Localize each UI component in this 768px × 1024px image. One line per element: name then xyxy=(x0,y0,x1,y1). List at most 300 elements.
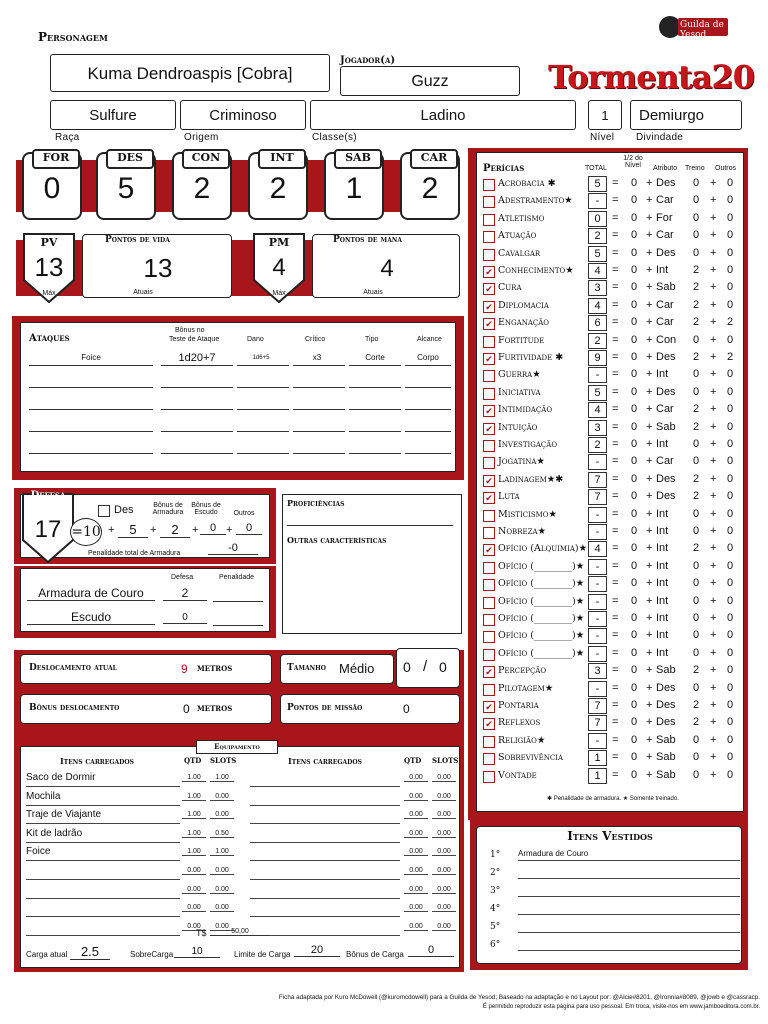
armor-item-defense[interactable]: 2 xyxy=(163,586,207,601)
equipment-item-name[interactable] xyxy=(26,884,180,899)
equipment-item-qty[interactable]: 0.00 xyxy=(404,904,428,912)
equipment-item-name[interactable]: Saco de Dormir xyxy=(26,772,180,787)
skill-total[interactable]: 7 xyxy=(588,715,607,731)
equipment-row[interactable] xyxy=(250,772,470,789)
skill-row[interactable] xyxy=(480,750,746,768)
skill-others[interactable]: 0 xyxy=(726,716,734,729)
skill-others[interactable]: 0 xyxy=(726,664,734,677)
skill-training[interactable]: 2 xyxy=(692,316,700,329)
des-checkbox[interactable] xyxy=(98,505,110,517)
armor-item-name[interactable]: Escudo xyxy=(27,610,155,625)
skill-others[interactable]: 0 xyxy=(726,594,734,607)
skill-training[interactable]: 2 xyxy=(692,298,700,311)
skill-training[interactable]: 0 xyxy=(692,194,700,207)
equipment-item-qty[interactable]: 0.00 xyxy=(182,886,206,894)
equipment-item-qty[interactable]: 0.00 xyxy=(182,904,206,912)
trained-checkbox[interactable] xyxy=(483,597,495,609)
skill-training[interactable]: 2 xyxy=(692,490,700,503)
skill-training[interactable]: 0 xyxy=(692,612,700,624)
skill-total[interactable]: 4 xyxy=(588,263,607,279)
skill-training[interactable]: 0 xyxy=(692,385,700,398)
equipment-row[interactable] xyxy=(250,828,470,845)
skill-others[interactable]: 0 xyxy=(726,733,734,746)
equipment-item-name[interactable]: Traje de Viajante xyxy=(26,809,180,824)
des-value[interactable]: 5 xyxy=(118,522,148,538)
skill-training[interactable]: 0 xyxy=(692,229,700,242)
equipment-row[interactable] xyxy=(26,902,250,919)
skill-row[interactable] xyxy=(480,489,746,507)
skill-training[interactable]: 0 xyxy=(692,455,700,468)
worn-slot-value[interactable] xyxy=(518,921,740,933)
skill-others[interactable]: 0 xyxy=(726,211,734,224)
mission-panel[interactable] xyxy=(280,694,460,724)
skill-row[interactable] xyxy=(480,228,746,246)
skill-others[interactable]: 0 xyxy=(726,385,734,398)
skill-total[interactable]: 4 xyxy=(588,541,607,557)
attribute-int[interactable] xyxy=(248,152,308,220)
trained-checkbox[interactable]: ✔ xyxy=(483,423,495,435)
equipment-item-name[interactable]: Mochila xyxy=(26,791,180,806)
skill-training[interactable]: 2 xyxy=(692,351,700,363)
skill-row[interactable] xyxy=(480,628,746,646)
size-mod-box[interactable] xyxy=(396,648,460,688)
skill-row[interactable] xyxy=(480,350,746,368)
trained-checkbox[interactable] xyxy=(483,214,495,226)
equipment-item-slots[interactable]: 0.00 xyxy=(432,848,456,856)
pv-current-panel[interactable] xyxy=(82,234,232,298)
skill-total[interactable]: 4 xyxy=(588,298,607,314)
equipment-item-slots[interactable]: 0.00 xyxy=(210,886,234,894)
trained-checkbox[interactable] xyxy=(483,649,495,661)
bonus-carga-value[interactable]: 0 xyxy=(408,944,454,957)
skill-training[interactable]: 2 xyxy=(692,716,700,729)
skill-row[interactable] xyxy=(480,333,746,351)
skill-training[interactable]: 0 xyxy=(692,211,700,224)
skill-total[interactable]: - xyxy=(588,454,607,470)
skill-row[interactable] xyxy=(480,768,746,786)
skill-total[interactable]: 1 xyxy=(588,750,607,766)
skill-training[interactable]: 2 xyxy=(692,281,700,294)
trained-checkbox[interactable] xyxy=(483,370,495,382)
equals-sign: = xyxy=(612,403,619,416)
skill-training[interactable]: 0 xyxy=(692,646,700,659)
skill-others[interactable]: 0 xyxy=(726,333,734,346)
worn-slot[interactable] xyxy=(490,902,736,918)
skill-training[interactable]: 0 xyxy=(692,438,700,450)
equipment-row[interactable] xyxy=(250,921,470,938)
equipment-item-name[interactable]: Kit de ladrão xyxy=(26,828,180,843)
equipment-row[interactable] xyxy=(26,828,250,845)
equipment-item-name[interactable] xyxy=(26,921,180,936)
skill-training[interactable]: 0 xyxy=(692,768,700,781)
size-panel[interactable] xyxy=(280,654,394,684)
skill-row[interactable] xyxy=(480,367,746,385)
skill-row[interactable] xyxy=(480,559,746,577)
worn-slot[interactable] xyxy=(490,866,736,882)
skill-row[interactable] xyxy=(480,611,746,629)
attribute-car[interactable] xyxy=(400,152,460,220)
limite-value[interactable]: 20 xyxy=(294,944,340,957)
equipment-item-qty[interactable]: 1.00 xyxy=(182,793,206,801)
skill-training[interactable]: 2 xyxy=(692,664,700,677)
skill-total[interactable]: - xyxy=(588,507,607,523)
trained-checkbox[interactable] xyxy=(483,510,495,522)
worn-slot[interactable] xyxy=(490,920,736,936)
equipment-row[interactable] xyxy=(250,865,470,882)
skill-total[interactable]: 7 xyxy=(588,698,607,714)
skill-training[interactable]: 2 xyxy=(692,699,700,711)
movement-bonus-panel[interactable] xyxy=(20,694,272,724)
skill-others[interactable]: 0 xyxy=(726,525,734,537)
equipment-item-slots[interactable]: 0.00 xyxy=(432,867,456,875)
equipment-item-name[interactable] xyxy=(26,865,180,880)
skill-row[interactable] xyxy=(480,698,746,716)
skill-others[interactable]: 0 xyxy=(726,420,734,433)
trained-checkbox[interactable] xyxy=(483,631,495,643)
trained-checkbox[interactable]: ✔ xyxy=(483,666,495,678)
equipment-item-qty[interactable]: 0.00 xyxy=(404,886,428,894)
skill-total[interactable]: - xyxy=(588,611,607,627)
equipment-item-qty[interactable]: 1.00 xyxy=(182,848,206,856)
skill-row[interactable] xyxy=(480,507,746,525)
skill-training[interactable]: 0 xyxy=(692,333,700,346)
trained-checkbox[interactable]: ✔ xyxy=(483,544,495,556)
skill-others[interactable]: 0 xyxy=(726,681,734,694)
equipment-item-name[interactable] xyxy=(250,828,400,843)
skill-total[interactable]: 9 xyxy=(588,350,607,366)
equipment-item-qty[interactable]: 0.00 xyxy=(182,867,206,875)
trained-checkbox[interactable] xyxy=(483,527,495,539)
trained-checkbox[interactable] xyxy=(483,388,495,400)
trained-checkbox[interactable]: ✔ xyxy=(483,405,495,417)
equipment-item-slots[interactable]: 0.00 xyxy=(432,886,456,894)
skill-total[interactable]: 0 xyxy=(588,211,607,227)
trained-checkbox[interactable] xyxy=(483,457,495,469)
skill-row[interactable] xyxy=(480,402,746,420)
skill-training[interactable]: 0 xyxy=(692,525,700,537)
equipment-item-name[interactable] xyxy=(250,791,400,806)
skill-total[interactable]: - xyxy=(588,628,607,644)
skill-row[interactable] xyxy=(480,646,746,664)
skill-training[interactable]: 0 xyxy=(692,577,700,590)
skill-row[interactable] xyxy=(480,263,746,281)
equipment-item-name[interactable] xyxy=(250,902,400,917)
skill-others[interactable]: 0 xyxy=(726,194,734,207)
equipment-item-slots[interactable]: 0.00 xyxy=(432,774,456,782)
skill-total[interactable]: 2 xyxy=(588,228,607,244)
equipment-item-qty[interactable]: 0.00 xyxy=(404,848,428,856)
race-field[interactable] xyxy=(50,100,176,130)
skill-total[interactable]: 3 xyxy=(588,663,607,679)
skill-others[interactable]: 0 xyxy=(726,559,734,572)
attribute-for[interactable] xyxy=(22,152,82,220)
skill-others[interactable]: 0 xyxy=(726,368,734,381)
skill-others[interactable]: 0 xyxy=(726,751,734,764)
armor-bonus-value[interactable]: 2 xyxy=(160,522,190,538)
skill-total[interactable]: - xyxy=(588,594,607,610)
skill-total[interactable]: - xyxy=(588,193,607,209)
trained-checkbox[interactable] xyxy=(483,614,495,626)
skill-total[interactable]: 3 xyxy=(588,280,607,296)
worn-slot-value[interactable] xyxy=(518,867,740,879)
skill-others[interactable]: 0 xyxy=(726,646,734,659)
skill-training[interactable]: 0 xyxy=(692,594,700,607)
trained-checkbox[interactable]: ✔ xyxy=(483,475,495,487)
equipment-item-name[interactable] xyxy=(250,846,400,861)
trained-checkbox[interactable] xyxy=(483,440,495,452)
level-field[interactable] xyxy=(588,100,622,130)
character-name-field[interactable] xyxy=(50,54,330,92)
equipment-item-slots[interactable]: 0.00 xyxy=(432,793,456,801)
trained-checkbox[interactable] xyxy=(483,196,495,208)
skill-total[interactable]: 5 xyxy=(588,385,607,401)
skill-total[interactable]: 6 xyxy=(588,315,607,331)
trained-checkbox[interactable]: ✔ xyxy=(483,718,495,730)
skill-total[interactable]: 1 xyxy=(588,768,607,784)
equipment-item-name[interactable] xyxy=(26,902,180,917)
skill-training[interactable]: 0 xyxy=(692,246,700,259)
equipment-row[interactable] xyxy=(250,809,470,826)
skill-row[interactable] xyxy=(480,385,746,403)
trained-checkbox[interactable] xyxy=(483,231,495,243)
equipment-item-qty[interactable]: 0.00 xyxy=(404,923,428,931)
equipment-item-qty[interactable]: 0.00 xyxy=(404,811,428,819)
skill-row[interactable] xyxy=(480,541,746,559)
skill-others[interactable]: 2 xyxy=(726,351,734,363)
sobrecarga-value[interactable]: 10 xyxy=(174,946,220,958)
equipment-row[interactable] xyxy=(26,884,250,901)
equipment-item-qty[interactable]: 0.00 xyxy=(404,830,428,838)
attribute-con[interactable] xyxy=(172,152,232,220)
skill-others[interactable]: 0 xyxy=(726,177,734,189)
armor-penalty-value[interactable]: -0 xyxy=(208,542,258,555)
trained-checkbox[interactable] xyxy=(483,736,495,748)
equipment-item-slots[interactable]: 0.00 xyxy=(432,923,456,931)
class-field[interactable] xyxy=(310,100,576,130)
equipment-item-qty[interactable]: 1.00 xyxy=(182,811,206,819)
skill-row[interactable] xyxy=(480,280,746,298)
attribute-sab[interactable] xyxy=(324,152,384,220)
skill-total[interactable]: - xyxy=(588,524,607,540)
skill-others[interactable]: 2 xyxy=(726,316,734,329)
attribute-des[interactable] xyxy=(96,152,156,220)
trained-checkbox[interactable] xyxy=(483,179,495,191)
skill-others[interactable]: 0 xyxy=(726,403,734,416)
worn-slot[interactable] xyxy=(490,938,736,954)
skill-total[interactable]: 3 xyxy=(588,420,607,436)
worn-slot-value[interactable] xyxy=(518,903,740,915)
equipment-item-qty[interactable]: 0.00 xyxy=(404,774,428,782)
worn-slot[interactable] xyxy=(490,884,736,900)
skill-training[interactable]: 2 xyxy=(692,472,700,485)
skill-total[interactable]: 4 xyxy=(588,402,607,418)
trained-checkbox[interactable] xyxy=(483,753,495,765)
equipment-item-slots[interactable]: 0.00 xyxy=(210,904,234,912)
equipment-item-name[interactable]: Foice xyxy=(26,846,180,861)
trained-checkbox[interactable]: ✔ xyxy=(483,492,495,504)
skill-row[interactable] xyxy=(480,715,746,733)
equipment-row[interactable] xyxy=(250,791,470,808)
skill-others[interactable]: 0 xyxy=(726,768,734,781)
equipment-item-slots[interactable]: 0.00 xyxy=(210,867,234,875)
skill-total[interactable]: 7 xyxy=(588,489,607,505)
equipment-item-slots[interactable]: 0.00 xyxy=(432,811,456,819)
skill-others[interactable]: 0 xyxy=(726,298,734,311)
movement-panel[interactable] xyxy=(20,654,272,684)
trained-checkbox[interactable]: ✔ xyxy=(483,701,495,713)
proficiencies-panel[interactable] xyxy=(282,494,462,634)
skill-total[interactable]: 7 xyxy=(588,472,607,488)
equipment-item-slots[interactable]: 0.00 xyxy=(210,811,234,819)
skill-training[interactable]: 0 xyxy=(692,733,700,746)
equipment-item-slots[interactable]: 1.00 xyxy=(210,774,234,782)
trained-checkbox[interactable]: ✔ xyxy=(483,283,495,295)
shield-bonus-value[interactable]: 0 xyxy=(200,522,226,535)
skill-row[interactable] xyxy=(480,193,746,211)
trained-checkbox[interactable]: ✔ xyxy=(483,353,495,365)
worn-slot-value[interactable]: Armadura de Couro xyxy=(518,849,740,861)
trained-checkbox[interactable] xyxy=(483,579,495,591)
skill-row[interactable] xyxy=(480,524,746,542)
equipment-item-slots[interactable]: 0.00 xyxy=(210,923,234,931)
deity-field[interactable] xyxy=(630,100,742,130)
trained-checkbox[interactable]: ✔ xyxy=(483,301,495,313)
origin-field[interactable] xyxy=(180,100,306,130)
trained-checkbox[interactable]: ✔ xyxy=(483,318,495,330)
armor-item-penalty[interactable] xyxy=(213,586,263,602)
skill-total[interactable]: - xyxy=(588,559,607,575)
equipment-item-qty[interactable]: 1.00 xyxy=(182,830,206,838)
equipment-row[interactable] xyxy=(26,865,250,882)
armor-item-defense[interactable]: 0 xyxy=(163,612,207,624)
equipment-row[interactable] xyxy=(26,846,250,863)
skill-training[interactable]: 2 xyxy=(692,542,700,555)
equipment-row[interactable] xyxy=(250,846,470,863)
equipment-item-slots[interactable]: 0.00 xyxy=(432,904,456,912)
skill-row[interactable] xyxy=(480,576,746,594)
trained-checkbox[interactable] xyxy=(483,336,495,348)
skill-row[interactable] xyxy=(480,472,746,490)
skill-others[interactable]: 0 xyxy=(726,472,734,485)
equipment-item-name[interactable] xyxy=(250,809,400,824)
equipment-item-slots[interactable]: 0.50 xyxy=(210,830,234,838)
skill-training[interactable]: 2 xyxy=(692,403,700,416)
skill-training[interactable]: 0 xyxy=(692,629,700,642)
skill-others[interactable]: 0 xyxy=(726,612,734,624)
worn-slot[interactable] xyxy=(490,848,736,864)
skill-others[interactable]: 0 xyxy=(726,438,734,450)
worn-slot-value[interactable] xyxy=(518,939,740,951)
skill-total[interactable]: 5 xyxy=(588,246,607,262)
trained-checkbox[interactable] xyxy=(483,684,495,696)
skill-row[interactable] xyxy=(480,315,746,333)
skill-total[interactable]: 5 xyxy=(588,176,607,192)
pm-current-panel[interactable] xyxy=(312,234,460,298)
equipment-item-name[interactable] xyxy=(250,772,400,787)
equipment-row[interactable] xyxy=(250,884,470,901)
pm-max[interactable]: 4 xyxy=(272,254,286,281)
skill-others[interactable]: 0 xyxy=(726,577,734,590)
skill-others[interactable]: 0 xyxy=(726,629,734,642)
carga-value[interactable]: 2.5 xyxy=(70,944,110,960)
skill-total[interactable]: - xyxy=(588,367,607,383)
skill-row[interactable] xyxy=(480,681,746,699)
skill-training[interactable]: 0 xyxy=(692,559,700,572)
skill-others[interactable]: 0 xyxy=(726,542,734,555)
skill-total[interactable]: 2 xyxy=(588,437,607,453)
skill-others[interactable]: 0 xyxy=(726,490,734,503)
equipment-item-qty[interactable]: 0.00 xyxy=(404,867,428,875)
armor-item-penalty[interactable] xyxy=(213,610,263,626)
skill-total[interactable]: 2 xyxy=(588,333,607,349)
equipment-item-slots[interactable]: 0.00 xyxy=(210,793,234,801)
skill-others[interactable]: 0 xyxy=(726,229,734,242)
equipment-item-qty[interactable]: 0.00 xyxy=(182,923,206,931)
equipment-item-name[interactable] xyxy=(250,884,400,899)
equipment-item-qty[interactable]: 1.00 xyxy=(182,774,206,782)
skill-row[interactable] xyxy=(480,594,746,612)
skill-training[interactable]: 0 xyxy=(692,177,700,189)
skill-row[interactable] xyxy=(480,663,746,681)
skill-total[interactable]: - xyxy=(588,681,607,697)
skill-total[interactable]: - xyxy=(588,576,607,592)
skill-training[interactable]: 2 xyxy=(692,264,700,276)
skill-others[interactable]: 0 xyxy=(726,281,734,294)
equipment-row[interactable] xyxy=(26,791,250,808)
money-value[interactable]: 50,00 xyxy=(210,928,270,936)
skill-total[interactable]: - xyxy=(588,733,607,749)
skill-row[interactable] xyxy=(480,420,746,438)
trained-checkbox[interactable] xyxy=(483,771,495,783)
others-value[interactable]: 0 xyxy=(236,522,262,535)
skill-row[interactable] xyxy=(480,298,746,316)
equipment-row[interactable] xyxy=(26,772,250,789)
equipment-item-qty[interactable]: 0.00 xyxy=(404,793,428,801)
skill-row[interactable] xyxy=(480,246,746,264)
trained-checkbox[interactable]: ✔ xyxy=(483,266,495,278)
trained-checkbox[interactable] xyxy=(483,562,495,574)
skill-row[interactable] xyxy=(480,454,746,472)
skill-training[interactable]: 0 xyxy=(692,368,700,381)
equipment-row[interactable] xyxy=(26,809,250,826)
skill-training[interactable]: 0 xyxy=(692,507,700,520)
skill-others[interactable]: 0 xyxy=(726,246,734,259)
pv-max[interactable]: 13 xyxy=(34,252,64,282)
equipment-item-slots[interactable]: 1.00 xyxy=(210,848,234,856)
armor-item-name[interactable]: Armadura de Couro xyxy=(27,586,155,601)
skill-training[interactable]: 0 xyxy=(692,751,700,764)
skill-training[interactable]: 0 xyxy=(692,681,700,694)
skill-row[interactable] xyxy=(480,211,746,229)
skill-row[interactable] xyxy=(480,733,746,751)
skill-row[interactable] xyxy=(480,176,746,194)
skill-others[interactable]: 0 xyxy=(726,507,734,520)
skill-others[interactable]: 0 xyxy=(726,699,734,711)
equipment-item-slots[interactable]: 0.00 xyxy=(432,830,456,838)
skill-others[interactable]: 0 xyxy=(726,455,734,468)
skill-total[interactable]: - xyxy=(588,646,607,662)
skill-training[interactable]: 2 xyxy=(692,420,700,433)
equipment-row[interactable] xyxy=(250,902,470,919)
trained-checkbox[interactable] xyxy=(483,249,495,261)
skill-row[interactable] xyxy=(480,437,746,455)
equipment-item-name[interactable] xyxy=(250,865,400,880)
defense-total[interactable]: 17 xyxy=(34,516,62,543)
player-field[interactable] xyxy=(340,66,520,96)
worn-slot-value[interactable] xyxy=(518,885,740,897)
skill-others[interactable]: 0 xyxy=(726,264,734,276)
equipment-item-name[interactable] xyxy=(250,921,400,936)
